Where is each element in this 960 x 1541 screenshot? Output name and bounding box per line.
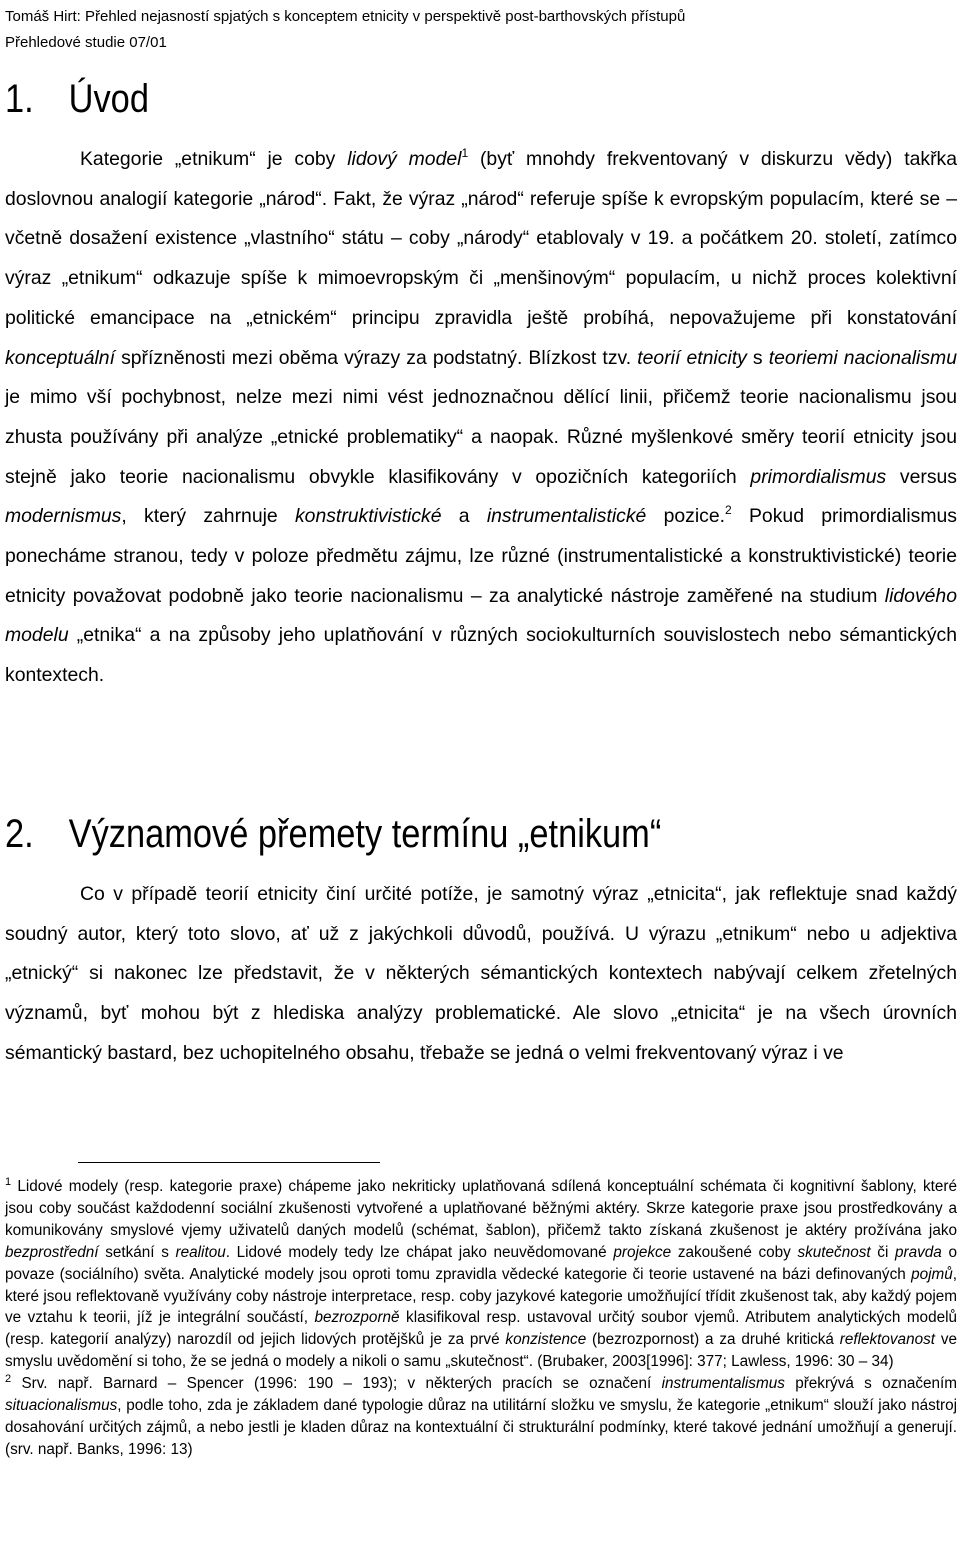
section-1-paragraph-text: [5, 148, 957, 686]
text-run: Pokud primordialismus ponecháme stranou, tedy v poloze předmětu zájmu, lze různé (instrumentalistické a konstruktivistické) teorie etnicity považovat podobně jako teorie nacionalismu – za analytické nástroje zaměřené na studium: [5, 505, 957, 607]
text-run: konzistence: [505, 1331, 587, 1349]
text-run: bezrozporně: [314, 1309, 400, 1327]
text-run: s: [746, 346, 769, 369]
text-run: „etnika“ a na způsoby jeho uplatňování v různých sociokulturních souvislostech nebo sémantických kontextech.: [5, 624, 957, 687]
text-run: lidový model: [347, 148, 462, 170]
text-run: konceptuální: [5, 346, 115, 369]
text-run: projekce: [613, 1243, 672, 1261]
text-run: bezprostřední: [5, 1243, 99, 1261]
footnote-separator: [78, 1162, 380, 1163]
header-author-title: Tomáš Hirt: Přehled nejasností spjatých s konceptem etnicity v perspektivě post-barthovských přístupů: [5, 8, 686, 25]
section-2-paragraph-text: [5, 883, 957, 1064]
text-run: teorií etnicity: [637, 346, 747, 369]
section-2-title: Významové přemety termínu „etnikum“: [68, 812, 662, 856]
footnote-2-number: 2: [5, 1373, 12, 1386]
footnote-1-number: 1: [5, 1176, 12, 1188]
footnote-reference: 1: [461, 146, 469, 160]
section-1-heading: [5, 74, 149, 124]
text-run: , které jsou reflektovaně využívány coby nástroje interpretace, resp. coby jazykové kategorie umožňující třídit zkušenost tak, aby každý pojem ve vztahu k teorii, jíž je integrální součástí,: [5, 1265, 957, 1327]
text-run: spřízněnosti mezi oběma výrazy za podstatný. Blízkost tzv.: [114, 346, 638, 369]
text-run: Srv. např. Barnard – Spencer (1996: 190 – 193); v některých pracích se označení: [11, 1375, 662, 1393]
text-run: versus: [886, 465, 958, 488]
text-run: Co v případě teorií etnicity činí určité potíže, je samotný výraz „etnicita“, jak reflektuje snad každý soudný autor, který toto slovo, ať už z jakýchkoli důvodů, používá. U výrazu „etnikum“ nebo u adjektiva „etnický“ si nakonec lze představit, že v některých sémantických kontextech nabývají celkem zřetelných významů, byť mohou být z hlediska analýzy problematické. Ale slovo „etnicita“ je na všech úrovních sémantický bastard, bez uchopitelného obsahu, třebaže se jedná o velmi frekventovaný výraz i ve: [5, 883, 957, 1064]
section-2-number: 2.: [5, 812, 34, 856]
text-run: , podle toho, zda je základem dané typologie důraz na utilitární složku ve smyslu, že kategorie „etnikum“ slouží jako nástroj dosahování určitých zájmů, a nebo jestli je kladen důraz na kontextuální či strukturální podmínky, které takové jednání umožňují a generují. (srv. např. Banks, 1996: 13): [5, 1397, 957, 1458]
text-run: Kategorie „etnikum“ je coby: [80, 148, 348, 170]
text-run: je mimo vší pochybnost, nelze mezi nimi vést jednoznačnou dělící linii, přičemž teorie nacionalismu jsou zhusta používány při analýze „etnické problematiky“ a naopak. Různé myšlenkové směry teorií etnicity jsou stejně jako teorie nacionalismu obvykle klasifikovány v opozičních kategoriích: [5, 386, 957, 488]
section-2-paragraph: [5, 875, 957, 1074]
section-2-heading: [5, 809, 661, 859]
text-run: či: [870, 1243, 896, 1261]
text-run: o povaze (sociálního) světa. Analytické modely jsou oproti tomu zpravidla vědecké kategorie či teorie ustavené na bázi definovaných: [5, 1243, 957, 1283]
text-run: skutečnost: [797, 1243, 871, 1261]
text-run: instrumentalismus: [661, 1375, 785, 1393]
running-header: [5, 4, 685, 56]
text-run: situacionalismus: [5, 1397, 118, 1415]
text-run: a: [441, 505, 487, 528]
text-run: (bezrozpornost) a za druhé kritická: [586, 1331, 840, 1349]
footnote-2: [5, 1373, 957, 1461]
text-run: konstruktivistické: [294, 505, 442, 528]
text-run: setkání s: [98, 1243, 176, 1261]
text-run: realitou: [175, 1243, 226, 1261]
section-1-number: 1.: [5, 77, 34, 121]
text-run: Lidové modely (resp. kategorie praxe) chápeme jako nekriticky uplatňovaná sdílená konceptuální schémata či kognitivní šablony, které jsou coby součást každodenní sociální zkušenosti vytvořené a uplatňované běžnými aktéry. Skrze kategorie praxe jsou prostředkovány a komunikovány smyslové vjemy uživatelů daných modelů (schémat, šablon), přičemž takto získaná zkušenost je aktéry prožívána jako: [5, 1178, 957, 1239]
text-run: . Lidové modely tedy lze chápat jako neuvědomované: [225, 1243, 614, 1261]
text-run: teoriemi nacionalismu: [768, 346, 957, 369]
footnote-1-text: [5, 1178, 957, 1370]
text-run: zakoušené coby: [671, 1243, 798, 1261]
text-run: překrývá s označením: [784, 1375, 957, 1393]
text-run: lidového modelu: [5, 584, 957, 647]
text-run: instrumentalistické: [486, 505, 647, 528]
footnotes: [5, 1176, 957, 1461]
section-1-paragraph: [5, 140, 957, 696]
text-run: , který zahrnuje: [121, 505, 295, 528]
text-run: pozice.: [646, 505, 726, 528]
text-run: pravda: [895, 1243, 942, 1261]
footnote-reference: 2: [725, 503, 732, 518]
text-run: ve smyslu uvědomění si toho, že se jedná o modely a nikoli o samu „skutečnost“. (Brubaker, 2003[1996]: 377; Lawless, 1996: 30 – 34): [5, 1331, 957, 1371]
text-run: klasifikoval resp. ustavoval určitý soubor vjemů. Atributem analytických modelů (resp. kategorií analýzy) narozdíl od jejich lidových protějšků je za prvé: [5, 1309, 957, 1349]
header-series: Přehledové studie 07/01: [5, 34, 167, 51]
text-run: (byť mnohdy frekventovaný v diskurzu vědy) takřka doslovnou analogií kategorie „národ“. Fakt, že výraz „národ“ referuje spíše k evropským populacím, které se – včetně dosažení existence „vlastního“ státu – coby „národy“ etablovaly v 19. a počátkem 20. století, zatímco výraz „etnikum“ odkazuje spíše k mimoevropským či „menšinovým“ populacím, u nichž proces kolektivní politické emancipace na „etnickém“ principu zpravidla ještě probíhá, nepovažujeme při konstatování: [5, 148, 958, 329]
text-run: pojmů: [911, 1265, 953, 1283]
text-run: modernismus: [5, 505, 122, 528]
footnote-1: [5, 1176, 957, 1373]
text-run: reflektovanost: [839, 1331, 935, 1349]
text-run: primordialismus: [750, 465, 887, 488]
section-1-title: Úvod: [68, 77, 149, 121]
footnote-2-text: [5, 1375, 957, 1458]
